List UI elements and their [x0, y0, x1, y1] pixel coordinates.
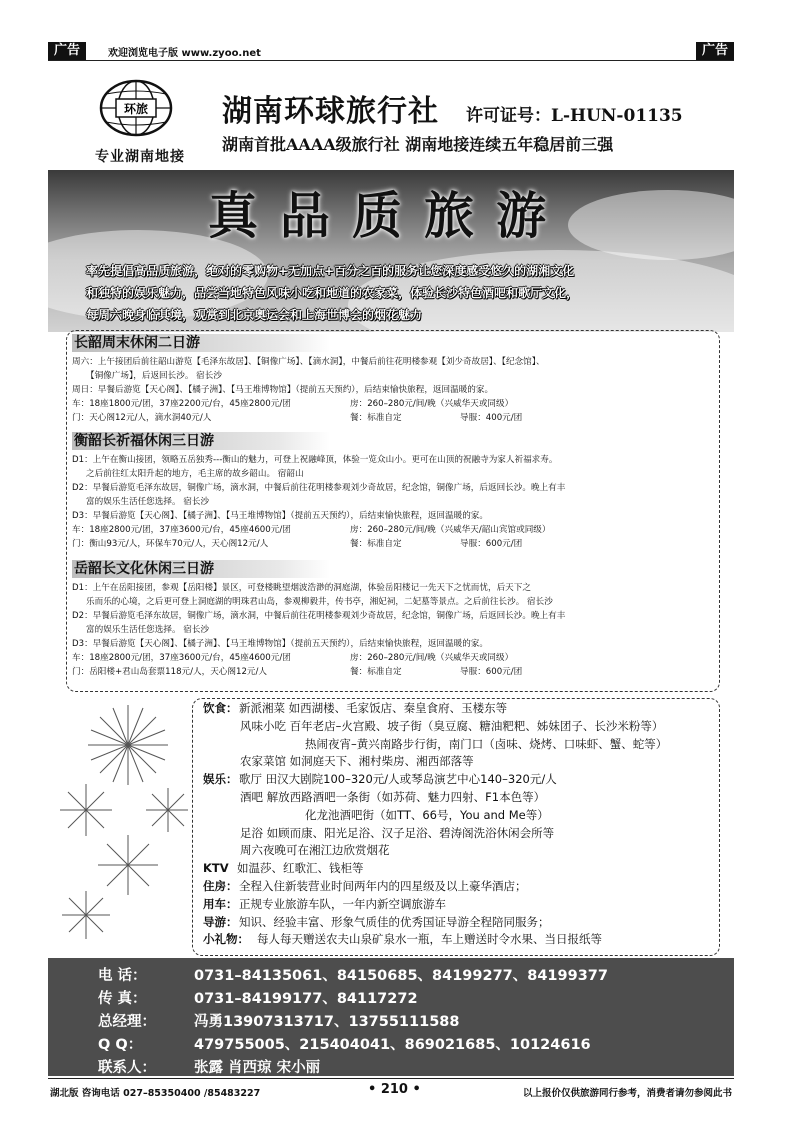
page-footer: [48, 1078, 734, 1099]
feature-label: 导游：: [203, 914, 238, 929]
feature-label: 小礼物：: [203, 932, 249, 947]
feature-text: 足浴 如顾而康、阳光足浴、汉子足浴、碧涛阁洗浴休闲会所等: [240, 825, 555, 840]
feature-text: 周六夜晚可在湘江边欣赏烟花: [240, 843, 390, 858]
tour-price-guide: 导服：600元/团: [460, 539, 523, 549]
tour-price-room: 房：260–280元/间/晚（兴威华天或同级）: [350, 653, 514, 663]
feature-label: 饮食：: [203, 701, 238, 715]
contact-qq: Q Q： 479755005、215404041、869021685、10124616: [98, 1037, 591, 1053]
feature-line: [203, 700, 507, 717]
tour-price-ticket: 门：天心阁12元/人，滴水洞40元/人: [72, 413, 212, 423]
logo-ring-text: 环旅: [123, 102, 149, 116]
feature-line: [305, 807, 549, 824]
tour-price-ticket: 门：衡山93元/人，环保车70元/人，天心阁12元/人: [72, 539, 269, 549]
agency-tagline: 湖南首批AAAA级旅行社 湖南地接连续五年稳居前三强: [222, 135, 614, 154]
tour-price-car: 车：18座2800元/团，37座3600元/台，45座4600元/团: [72, 525, 291, 535]
feature-text: 热闹夜宵–黄兴南路步行街，南门口（卤味、烧烤、口味虾、蟹、蛇等）: [305, 736, 668, 751]
hero-title: 真品质旅游: [208, 186, 568, 245]
tour-line: 富的娱乐生活任您选择。 宿长沙: [86, 497, 210, 507]
tour-line: D2：早餐后游览毛泽东故居，铜像广场，滴水洞，中餐后前往花明楼参观刘少奇故居，纪念馆，铜像广场，后返回长沙。晚上有丰: [72, 483, 566, 493]
tour-line: 周日：早餐后游览【天心阁】、【橘子洲】、【马王堆博物馆】（提前五天预约），后结束愉快旅程，返回温暖的家。: [72, 385, 494, 395]
tour-price-room: 房：260–280元/间/晚（兴威华天/韶山宾馆或同级）: [350, 525, 551, 535]
feature-line: [203, 914, 550, 931]
feature-text: 全程入住新装营业时间两年内的四星级及以上豪华酒店；: [239, 879, 527, 893]
tour-price-meal: 餐：标准自定: [350, 413, 402, 423]
tour-line: 乐而乐的心境，之后更可登上洞庭湖的明珠君山岛，参观柳毅井，传书亭，湘妃祠，二妃墓等景点。之后前往长沙。 宿长沙: [86, 597, 553, 607]
hero-line: 率先提倡高品质旅游，绝对的零购物+无加点+百分之百的服务让您深度感受悠久的湖湘文化: [86, 264, 575, 278]
tour-line: D3：早餐后游览【天心阁】、【橘子洲】、【马王堆博物馆】（提前五天预约），后结束愉快旅程，返回温暖的家。: [72, 639, 488, 649]
tour-line: D2：早餐后游览毛泽东故居，铜像广场，滴水洞，中餐后前往花明楼参观刘少奇故居，纪念馆，铜像广场，后返回长沙。晚上有丰: [72, 611, 566, 621]
logo-slogan: 专业湖南地接: [95, 149, 185, 165]
tour-price-car: 车：18座2800元/团，37座3600元/台，45座4600元/团: [72, 653, 291, 663]
feature-text: 知识、经验丰富、形象气质佳的优秀国证导游全程陪同服务；: [239, 914, 550, 929]
contact-fax: 传 真： 0731–84199177、84117272: [98, 991, 418, 1007]
tour-price-ticket: 门：岳阳楼+君山岛套票118元/人，天心阁12元/人: [72, 667, 268, 677]
contact-phone: 电 话： 0731–84135061、84150685、84199277、84199377: [98, 968, 608, 984]
ad-tag-right: 广告: [696, 42, 734, 60]
tour-line: D1：上午在岳阳接团，参观【岳阳楼】景区，可登楼眺望烟波浩渺的洞庭湖，体验岳阳楼记一先天下之忧而忧，后天下之: [72, 583, 531, 593]
tour-line: 之后前往红太阳升起的地方，毛主席的故乡韶山。 宿韶山: [86, 469, 304, 479]
feature-text: 歌厅 田汉大剧院100–320元/人或琴岛演艺中心140–320元/人: [239, 772, 557, 787]
feature-label: 娱乐：: [203, 772, 238, 787]
tour-title: 岳韶长文化休闲三日游: [72, 560, 330, 578]
feature-line: [240, 842, 390, 859]
contact-person: 联系人： 张露 肖西琼 宋小丽: [98, 1060, 321, 1076]
contact-panel: [48, 958, 734, 1076]
feature-line: [240, 718, 663, 735]
feature-text: 如温莎、红歌汇、钱柜等: [237, 861, 364, 876]
fireworks-icon: [58, 700, 188, 950]
feature-text: 新派湘菜 如西湖楼、毛家饭店、秦皇食府、玉楼东等: [239, 701, 508, 715]
feature-line: [203, 771, 557, 788]
feature-line: [203, 896, 446, 913]
hero-line: 和独特的娱乐魅力，品尝当地特色风味小吃和地道的农家菜，体验长沙特色酒吧和歌厅文化，: [86, 286, 579, 300]
feature-line: [240, 753, 474, 770]
feature-label: 用车：: [203, 896, 238, 911]
tour-line: 富的娱乐生活任您选择。 宿长沙: [86, 625, 210, 635]
feature-text: 正规专业旅游车队，一年内新空调旅游车: [239, 896, 446, 911]
license-number: 许可证号：L-HUN-01135: [466, 106, 683, 126]
feature-line: [305, 736, 667, 753]
feature-line: [240, 825, 554, 842]
feature-text: 酒吧 解放西路酒吧一条街（如苏荷、魅力四射、F1本色等）: [240, 790, 546, 804]
feature-line: [203, 878, 527, 895]
top-ad-bar: [48, 42, 734, 61]
tour-title: 长韶周末休闲二日游: [72, 334, 330, 352]
feature-text: 农家菜馆 如洞庭天下、湘村柴房、湘西部落等: [240, 754, 474, 769]
contact-manager: 总经理： 冯勇13907313717、13755111588: [98, 1014, 460, 1030]
tour-title: 衡韶长祈福休闲三日游: [72, 432, 330, 450]
tour-price-meal: 餐：标准自定: [350, 667, 402, 677]
page-number: • 210 •: [368, 1082, 421, 1097]
feature-label: 住房：: [203, 879, 238, 893]
tour-price-car: 车：18座1800元/团，37座2200元/台，45座2800元/团: [72, 399, 291, 409]
tour-line: D3：早餐后游览【天心阁】、【橘子洲】、【马王堆博物馆】（提前五天预约），后结束愉快旅程，返回温暖的家。: [72, 511, 488, 521]
tour-price-room: 房：260–280元/间/晚（兴威华天或同级）: [350, 399, 514, 409]
feature-text: 化龙池酒吧街（如TT、66号，You and Me等）: [305, 807, 549, 822]
tour-line: 周六：上午接团后前往韶山游览【毛泽东故居】、【铜像广场】、【滴水洞】，中餐后前往花明楼参观【刘少奇故居】、【纪念馆】、: [72, 357, 545, 367]
footer-disclaimer: 以上报价仅供旅游同行参考，消费者请勿参阅此书: [522, 1088, 732, 1099]
feature-line: [203, 931, 602, 948]
feature-text: 每人每天赠送农夫山泉矿泉水一瓶，车上赠送时令水果、当日报纸等: [257, 932, 602, 947]
globe-logo-icon: [98, 78, 174, 138]
tour-line: 【铜像广场】，后返回长沙。 宿长沙: [86, 371, 222, 381]
tour-price-guide: 导服：600元/团: [460, 667, 523, 677]
tour-price-meal: 餐：标准自定: [350, 539, 402, 549]
tour-line: D1：上午在衡山接团，领略五岳独秀---衡山的魅力，可登上祝融峰顶，体验一览众山小。更可在山顶的祝融寺为家人祈福求寿。: [72, 455, 558, 465]
ad-tag-left: 广告: [48, 42, 86, 60]
site-url[interactable]: 欢迎浏览电子版 www.zyoo.net: [108, 48, 261, 59]
feature-line: [203, 860, 364, 877]
feature-text: 风味小吃 百年老店–火宫殿、坡子街（臭豆腐、糖油粑粑、姊妹团子、长沙米粉等）: [240, 718, 664, 733]
hero-banner: [48, 170, 734, 332]
feature-label: KTV: [203, 861, 229, 876]
tour-price-guide: 导服：400元/团: [460, 413, 523, 423]
footer-hotline: 湖北版 咨询电话 027–85350400 /85483227: [50, 1088, 261, 1099]
hero-line: 每周六晚身临其境，观赏到北京奥运会和上海世博会的烟花魅力: [86, 308, 423, 322]
agency-name: 湖南环球旅行社: [222, 94, 439, 129]
feature-line: [240, 789, 545, 806]
